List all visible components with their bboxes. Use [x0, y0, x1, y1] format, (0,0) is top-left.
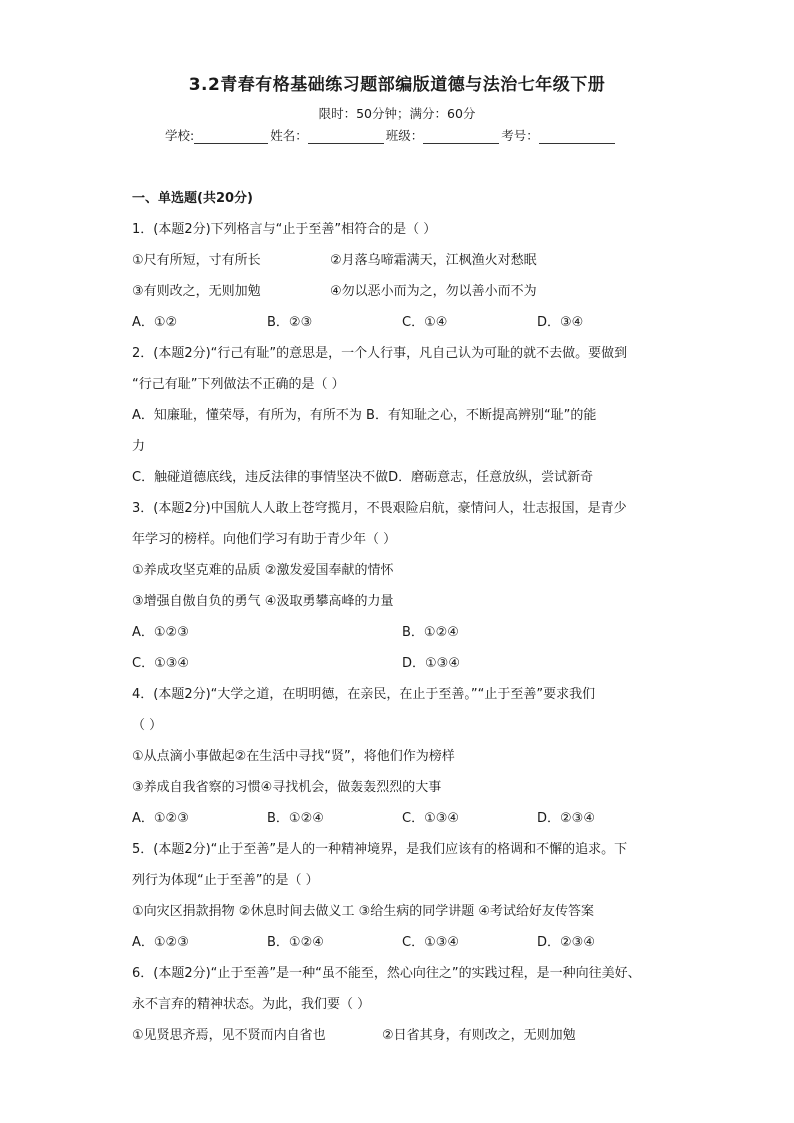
name-field[interactable] — [308, 129, 384, 144]
q3-option-b[interactable]: B．①②④ — [402, 625, 459, 640]
name-label: 姓名： — [270, 128, 308, 143]
page-title: 3.2青春有格基础练习题部编版道德与法治七年级下册 — [188, 75, 606, 95]
q5-option-c[interactable]: C．①③④ — [402, 935, 460, 950]
q5-option-a[interactable]: A．①②③ — [132, 935, 189, 950]
q2-stem-line1: 2．(本题2分)“行己有耻”的意思是，一个人行事，凡自己认为可耻的就不去做。要做到 — [132, 346, 628, 361]
q3-statements-34: ③增强自傲自负的勇气 ④汲取勇攀高峰的力量 — [132, 594, 394, 609]
q4-option-a[interactable]: A．①②③ — [132, 811, 189, 826]
q6-statement-2: ②日省其身，有则改之，无则加勉 — [382, 1028, 576, 1043]
q6-statement-1: ①见贤思齐焉，见不贤而内自省也 — [132, 1028, 326, 1043]
q1-option-c[interactable]: C．①④ — [402, 315, 448, 330]
q4-option-c[interactable]: C．①③④ — [402, 811, 460, 826]
q1-option-b[interactable]: B．②③ — [267, 315, 313, 330]
q1-statement-2: ②月落乌啼霜满天，江枫渔火对愁眠 — [330, 253, 537, 268]
q3-statements-12: ①养成攻坚克难的品质 ②激发爱国奉献的情怀 — [132, 563, 394, 578]
q1-statement-4: ④勿以恶小而为之，勿以善小而不为 — [330, 284, 537, 299]
q4-stem-line1: 4．(本题2分)“大学之道，在明明德，在亲民，在止于至善。”“止于至善”要求我们 — [132, 687, 596, 702]
q5-option-b[interactable]: B．①②④ — [267, 935, 324, 950]
q4-statements-34: ③养成自我省察的习惯④寻找机会，做轰轰烈烈的大事 — [132, 780, 442, 795]
q4-options — [132, 803, 672, 834]
exam-number-field[interactable] — [539, 129, 615, 144]
q2-stem-line2: “行己有耻”下列做法不正确的是（ ） — [132, 377, 345, 392]
q3-option-c[interactable]: C．①③④ — [132, 656, 190, 671]
q1-statements-row1 — [132, 245, 672, 276]
q4-statements-12: ①从点滴小事做起②在生活中寻找“贤”，将他们作为榜样 — [132, 749, 455, 764]
time-score-limits: 限时：50分钟；满分：60分 — [318, 106, 476, 121]
q1-option-d[interactable]: D．③④ — [537, 315, 584, 330]
school-field[interactable] — [194, 129, 268, 144]
q1-option-a[interactable]: A．①② — [132, 315, 178, 330]
q1-options — [132, 307, 672, 338]
school-label: 学校: — [165, 128, 195, 143]
q2-options-cd[interactable]: C．触碰道德底线，违反法律的事情坚决不做D．磨砺意志，任意放纵，尝试新奇 — [132, 470, 594, 485]
q4-stem-line2: （ ） — [132, 718, 163, 733]
q3-options-row1 — [132, 617, 672, 648]
student-info-line — [165, 126, 645, 144]
q5-options — [132, 927, 672, 958]
q2-options-ab-continued: 力 — [132, 439, 146, 454]
q4-option-d[interactable]: D．②③④ — [537, 811, 595, 826]
q1-stem: 1．(本题2分)下列格言与“止于至善”相符合的是（ ） — [132, 222, 437, 237]
q3-stem-line1: 3．(本题2分)中国航人人敢上苍穹揽月，不畏艰险启航，豪情问人，壮志报国，是青少 — [132, 501, 627, 516]
questions-area — [132, 183, 672, 1051]
q5-option-d[interactable]: D．②③④ — [537, 935, 595, 950]
q6-stem-line2: 永不言弃的精神状态。为此，我们要（ ） — [132, 997, 371, 1012]
q1-statement-1: ①尺有所短，寸有所长 — [132, 253, 261, 268]
q3-stem-line2: 年学习的榜样。向他们学习有助于青少年（ ） — [132, 532, 397, 547]
exam-number-label: 考号： — [501, 128, 539, 143]
q6-statements-row1 — [132, 1020, 672, 1051]
q5-statements: ①向灾区捐款捐物 ②休息时间去做义工 ③给生病的同学讲题 ④考试给好友传答案 — [132, 904, 595, 919]
section-heading: 一、单选题(共20分) — [132, 191, 253, 206]
q2-options-ab[interactable]: A．知廉耻，懂荣辱，有所为，有所不为 B．有知耻之心，不断提高辨别“耻”的能 — [132, 408, 597, 423]
q1-statement-3: ③有则改之，无则加勉 — [132, 284, 261, 299]
class-label: 班级： — [385, 128, 424, 143]
q5-stem-line2: 列行为体现“止于至善”的是（ ） — [132, 873, 319, 888]
q1-statements-row2 — [132, 276, 672, 307]
q3-options-row2 — [132, 648, 672, 679]
q6-stem-line1: 6．(本题2分)“止于至善”是一种“虽不能至，然心向往之”的实践过程，是一种向往美好、 — [132, 966, 641, 981]
class-field[interactable] — [423, 129, 499, 144]
q5-stem-line1: 5．(本题2分)“止于至善”是人的一种精神境界，是我们应该有的格调和不懈的追求。下 — [132, 842, 628, 857]
q3-option-a[interactable]: A．①②③ — [132, 625, 189, 640]
q4-option-b[interactable]: B．①②④ — [267, 811, 324, 826]
q3-option-d[interactable]: D．①③④ — [402, 656, 460, 671]
